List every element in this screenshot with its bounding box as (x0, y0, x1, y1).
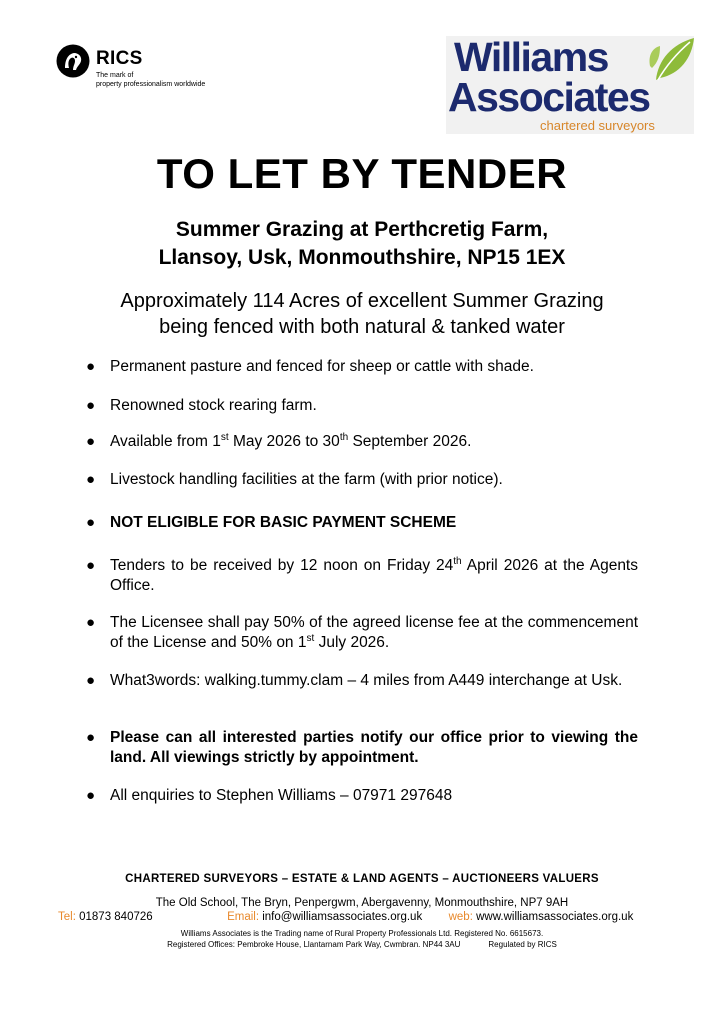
email-value[interactable]: info@williamsassociates.org.uk (262, 911, 423, 923)
bullet-icon: ● (86, 672, 96, 689)
list-item: ● Tenders to be received by 12 noon on Friday 24th April 2026 at the Agents Office. (86, 555, 638, 594)
acreage-description-line-2: being fenced with both natural & tanked water (159, 316, 565, 338)
property-location-line-2: Llansoy, Usk, Monmouthshire, NP15 1EX (158, 246, 566, 269)
footer-address: The Old School, The Bryn, Penpergwm, Abergavenny, Monmouthshire, NP7 9AH (155, 897, 569, 909)
list-item: ● Renowned stock rearing farm. (86, 397, 317, 414)
footer-contact (58, 911, 633, 923)
bullet-icon: ● (86, 471, 96, 488)
bullet-icon: ● (86, 729, 96, 746)
tel-value: 01873 840726 (79, 911, 153, 923)
bullet-icon: ● (86, 514, 96, 531)
tel-label: Tel: (58, 911, 76, 923)
acreage-description-line-1: Approximately 114 Acres of excellent Summer Grazing (120, 290, 604, 312)
rics-name: RICS (96, 48, 143, 69)
rics-tagline-2: property professionalism worldwide (96, 81, 206, 88)
lion-icon (56, 44, 90, 78)
list-item: ● All enquiries to Stephen Williams – 07971 297648 (86, 787, 453, 804)
rics-logo (56, 44, 236, 92)
footer-legal-line: Williams Associates is the Trading name of Rural Property Professionals Ltd. Registered No. 6615673. (180, 929, 544, 938)
list-item: ● What3words: walking.tummy.clam – 4 miles from A449 interchange at Usk. (86, 672, 623, 689)
property-location-line-1: Summer Grazing at Perthcretig Farm, (175, 218, 549, 241)
list-item: ● Please can all interested parties notify our office prior to viewing the land. All viewings strictly by appointment. (86, 729, 638, 766)
footer-services: CHARTERED SURVEYORS – ESTATE & LAND AGENTS – AUCTIONEERS VALUERS (125, 873, 599, 885)
rics-tagline: The mark of (96, 72, 134, 79)
bullet-icon: ● (86, 358, 96, 375)
bullet-icon: ● (86, 614, 96, 631)
logo-tagline: chartered surveyors (540, 118, 655, 133)
list-item: ● Livestock handling facilities at the farm (with prior notice). (86, 471, 503, 488)
bullet-icon: ● (86, 397, 96, 414)
bullet-icon: ● (86, 433, 96, 450)
bullet-icon: ● (86, 787, 96, 804)
logo-line-1: Williams (454, 34, 608, 80)
list-item: ● NOT ELIGIBLE FOR BASIC PAYMENT SCHEME (86, 514, 457, 531)
williams-associates-logo (446, 36, 694, 134)
web-value[interactable]: www.williamsassociates.org.uk (476, 911, 634, 923)
logo-line-2: Associates (448, 74, 650, 120)
list-item: ● Available from 1st May 2026 to 30th September 2026. (86, 431, 472, 450)
list-item: ● Permanent pasture and fenced for sheep or cattle with shade. (86, 358, 534, 375)
footer-registered-office: Registered Offices: Pembroke House, Llantarnam Park Way, Cwmbran. NP44 3AU Regulated by RICS (167, 940, 557, 949)
leaf-icon (646, 36, 696, 84)
web-label: web: (448, 911, 473, 923)
list-item: ● The Licensee shall pay 50% of the agreed license fee at the commencement of the License and 50% on 1st July 2026. (86, 614, 638, 651)
bullet-icon: ● (86, 557, 96, 574)
page-title: TO LET BY TENDER (156, 150, 568, 197)
email-label: Email: (227, 911, 260, 923)
